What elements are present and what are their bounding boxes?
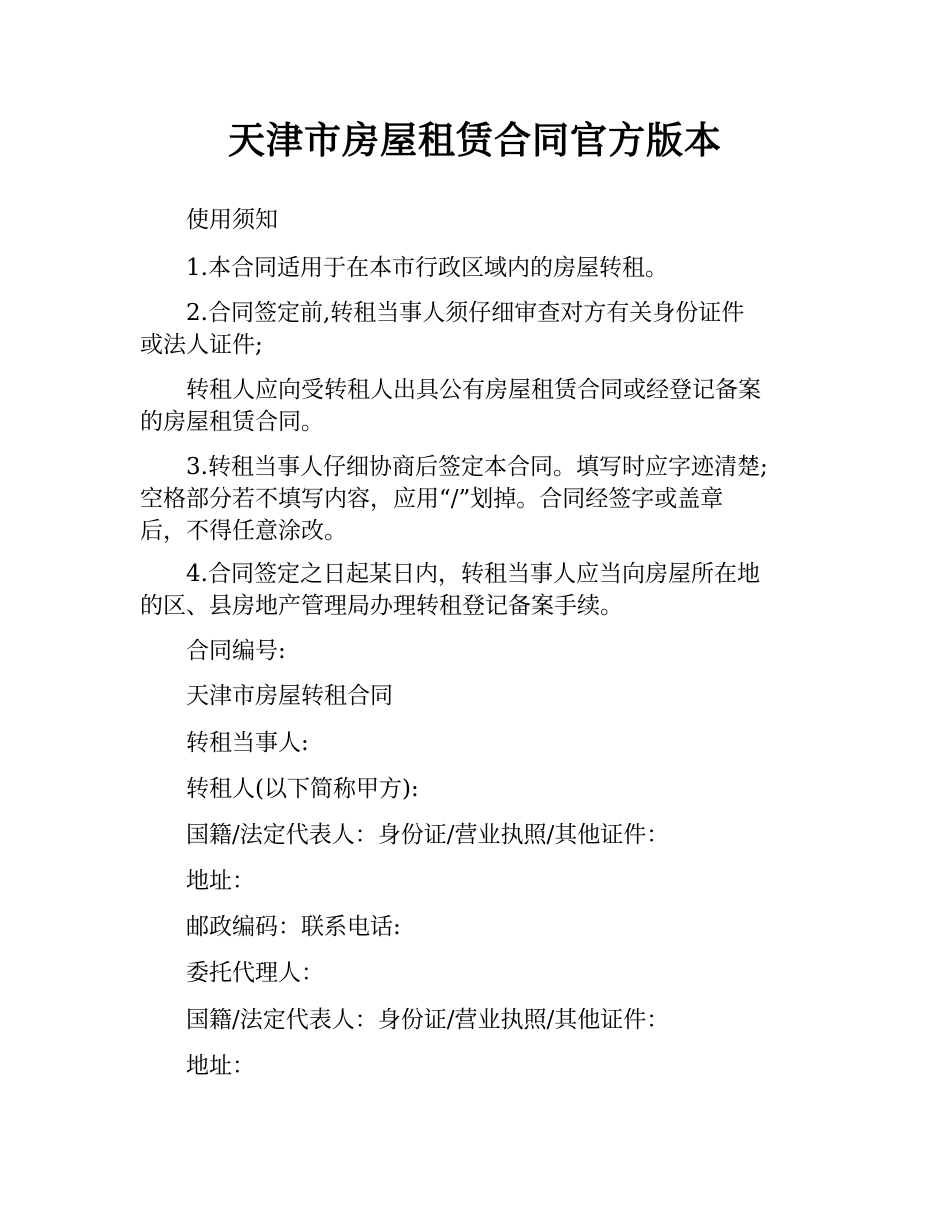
notice-item-2b	[140, 374, 810, 438]
document-title: 天津市房屋租赁合同官方版本	[228, 119, 722, 162]
sublessor-label: 转租人(以下简称甲方):	[186, 776, 419, 802]
notice-item-2	[140, 297, 810, 361]
contract-name: 天津市房屋转租合同	[186, 683, 393, 709]
notice-item-1: 1.本合同适用于在本市行政区域内的房屋转租。	[186, 255, 668, 281]
notice-item-4-line-2: 的区、县房地产管理局办理转租登记备案手续。	[140, 593, 623, 619]
address-label-1: 地址：	[186, 868, 255, 894]
nationality-line-1: 国籍/法定代表人：身份证/营业执照/其他证件：	[186, 822, 670, 848]
agent-label: 委托代理人：	[186, 960, 324, 986]
notice-item-4-line-1: 4.合同签定之日起某日内，转租当事人应当向房屋所在地	[186, 561, 760, 587]
notice-item-2b-line-1: 转租人应向受转租人出具公有房屋租赁合同或经登记备案	[186, 377, 761, 403]
notice-item-3-line-3: 后，不得任意涂改。	[140, 518, 347, 544]
contract-number-label: 合同编号:	[186, 638, 286, 664]
notice-item-2-line-1: 2.合同签定前,转租当事人须仔细审查对方有关身份证件	[186, 300, 745, 326]
notice-heading: 使用须知	[186, 207, 278, 233]
address-label-2: 地址：	[186, 1053, 255, 1079]
postal-phone-line: 邮政编码：联系电话:	[186, 914, 401, 940]
notice-item-3-line-2: 空格部分若不填写内容，应用“/”划掉。合同经签字或盖章	[140, 486, 724, 512]
notice-item-2b-line-2: 的房屋租赁合同。	[140, 409, 324, 435]
notice-item-4	[140, 558, 810, 622]
notice-item-3	[140, 451, 810, 547]
notice-item-2-line-2: 或法人证件;	[140, 332, 263, 358]
nationality-line-2: 国籍/法定代表人：身份证/营业执照/其他证件：	[186, 1007, 670, 1033]
parties-label: 转租当事人:	[186, 730, 309, 756]
notice-item-3-line-1: 3.转租当事人仔细协商后签定本合同。填写时应字迹清楚;	[186, 454, 768, 480]
